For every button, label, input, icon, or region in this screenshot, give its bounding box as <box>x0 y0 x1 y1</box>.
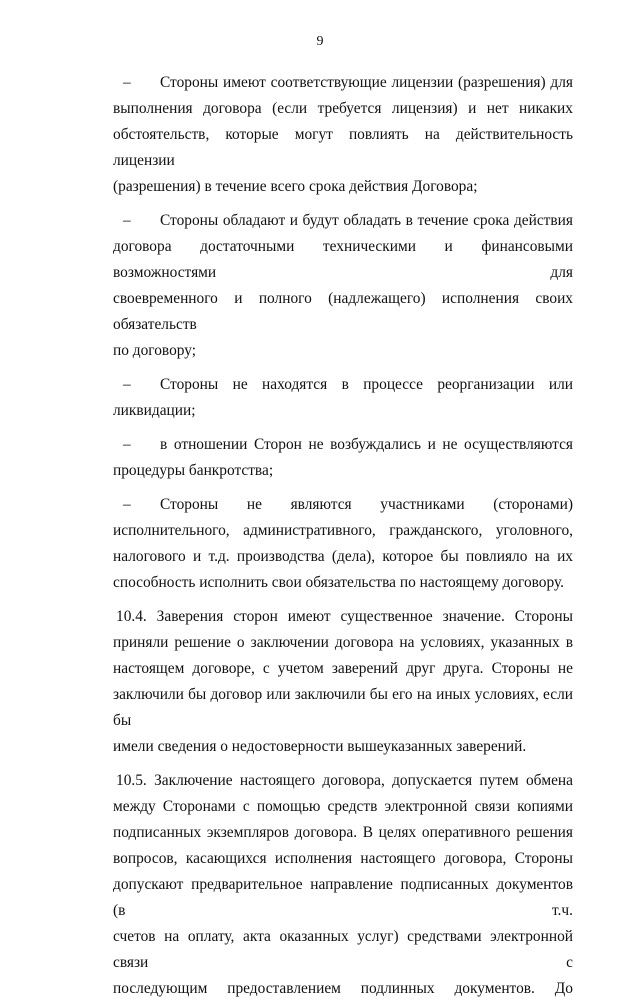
text-line: ликвидации; <box>113 402 196 419</box>
text-line: по договору; <box>113 342 197 359</box>
text-line: Стороны не являются участниками (сторонами) <box>160 496 573 513</box>
bullet-marker: – <box>123 376 131 393</box>
bullet-marker: – <box>123 496 131 513</box>
bullet-marker: – <box>123 436 131 453</box>
text-line: договора достаточными техническими и финансовыми возможностями для <box>113 238 573 281</box>
text-line: приняли решение о заключении договора на условиях, указанных в <box>113 634 573 651</box>
list-item <box>113 372 573 424</box>
text-line: подписанных экземпляров договора. В целях оперативного решения <box>113 824 573 841</box>
list-item <box>113 208 573 364</box>
text-line: в отношении Сторон не возбуждались и не осуществляются <box>160 436 573 453</box>
list-item <box>113 432 573 484</box>
document-body <box>113 70 573 1002</box>
text-line: имели сведения о недостоверности вышеуказанных заверений. <box>113 738 527 755</box>
text-line: Стороны имеют соответствующие лицензии (разрешения) для <box>160 74 573 91</box>
text-line: способность исполнить свои обязательства по настоящему договору. <box>113 574 564 591</box>
bullet-marker: – <box>123 212 131 229</box>
text-line: (разрешения) в течение всего срока действия Договора; <box>113 178 478 195</box>
text-line: 10.4. Заверения сторон имеют существенное значение. Стороны <box>116 608 573 625</box>
clause-10-5 <box>113 768 573 1002</box>
page-number: 9 <box>316 34 324 49</box>
list-item <box>113 492 573 596</box>
text-line: настоящем договоре, с учетом заверений друг друга. Стороны не <box>113 660 573 677</box>
text-line: вопросов, касающихся исполнения настоящего договора, Стороны <box>113 850 573 867</box>
text-line: налогового и т.д. производства (дела), которое бы повлияло на их <box>113 548 573 565</box>
text-line: допускают предварительное направление подписанных документов (в т.ч. <box>113 876 573 919</box>
bullet-marker: – <box>123 74 131 91</box>
text-line: обстоятельств, которые могут повлиять на действительность лицензии <box>113 126 573 169</box>
text-line: выполнения договора (если требуется лицензия) и нет никаких <box>113 100 573 117</box>
text-line: своевременного и полного (надлежащего) исполнения своих обязательств <box>113 290 573 333</box>
clause-10-4 <box>113 604 573 760</box>
text-line: последующим предоставлением подлинных документов. До <box>113 980 573 997</box>
text-line: процедуры банкротства; <box>113 462 274 479</box>
text-line: между Сторонами с помощью средств электронной связи копиями <box>113 798 573 815</box>
text-line: заключили бы договор или заключили бы его на иных условиях, если бы <box>113 686 573 729</box>
text-line: 10.5. Заключение настоящего договора, допускается путем обмена <box>116 772 573 789</box>
text-line: Стороны обладают и будут обладать в течение срока действия <box>160 212 573 229</box>
text-line: счетов на оплату, акта оказанных услуг) средствами электронной связи с <box>113 928 573 971</box>
text-line: исполнительного, административного, гражданского, уголовного, <box>113 522 573 539</box>
text-line: Стороны не находятся в процессе реорганизации или <box>160 376 573 393</box>
list-item <box>113 70 573 200</box>
